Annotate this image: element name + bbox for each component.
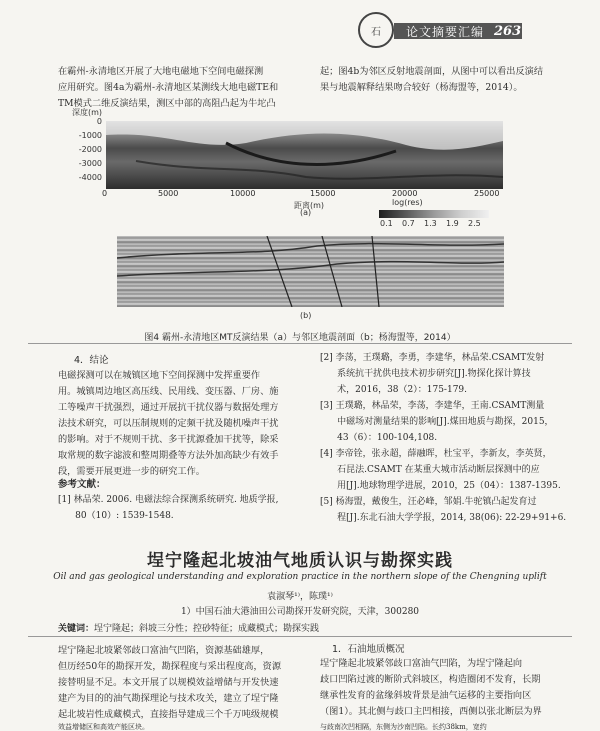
text-line: TM模式二维反演结果，测区中部的高阻凸起为牛坨凸 — [58, 98, 276, 109]
colorbar — [379, 210, 489, 218]
figure-caption: 图4 霸州-永清地区MT反演结果（a）与邻区地震剖面（b；杨海盟等，2014） — [144, 333, 456, 343]
xtick: 20000 — [392, 189, 418, 198]
text-line: 但历经50年的勘探开发，勘探程度与采出程度高，资源 — [58, 661, 282, 672]
figure-a-ylabel: 深度(m) — [72, 108, 103, 117]
xtick: 10000 — [230, 189, 256, 198]
figure-a-xlabel: 距离(m) — [294, 201, 325, 210]
reference-line: [2] 李荡，王璞璐，李勇，李建华，林品荣.CSAMT发射 — [320, 353, 545, 363]
text-line: 与歧南次凹相隔，东侧为沙南凹陷。长约38km，宽约 — [320, 723, 487, 731]
reference-line: [5] 杨海盟，戴俊生，汪必峰，邹娟.牛驼镇凸起发育过 — [320, 497, 537, 507]
text-line: 起；图4b为邻区反射地震剖面，从图中可以看出反演结 — [320, 66, 544, 77]
keywords-label: 关键词： — [58, 624, 95, 634]
article-authors: 袁淑琴¹⁾，陈璞¹⁾ — [267, 592, 333, 602]
text-line: 的影响。对于不规则干扰、多干扰源叠加干扰等，除采 — [58, 434, 279, 445]
colorbar-tick: 1.9 — [446, 219, 459, 228]
xtick: 25000 — [474, 189, 500, 198]
text-line: 建产为目的的油气勘探理论与技术攻关，建立了埕宁隆 — [58, 693, 279, 704]
reference-line: [3] 王璞璐，林品荣，李荡，李建华，王南.CSAMT测量 — [320, 401, 545, 411]
ytick: -2000 — [78, 145, 102, 154]
text-line: 接替明显不足。本文开展了以规模效益增储与开发快速 — [58, 677, 279, 688]
xtick: 0 — [102, 189, 108, 198]
article-body-right — [320, 641, 572, 720]
reference-line: 石昆法.CSAMT 在某重大城市活动断层探测中的应 — [320, 465, 540, 475]
reference-line: [1] 林品荣. 2006. 电磁法综合探测系统研究. 地质学报, — [58, 495, 279, 505]
colorbar-ticks — [380, 219, 500, 229]
article-title: 埕宁隆起北坡油气地质认识与勘探实践 — [147, 551, 453, 571]
article-subtitle: Oil and gas geological understanding and exploration practice in the northern slope of the Chengning uplift — [53, 572, 547, 582]
divider — [28, 636, 572, 637]
text-line: 效益增储区和高效产能区块。 — [58, 723, 149, 731]
ytick: 0 — [96, 117, 102, 126]
colorbar-label: log(res) — [392, 198, 423, 207]
keywords-text: 埕宁隆起；斜坡三分性；控砂特征；成藏模式；勘探实践 — [94, 624, 320, 634]
fault-lines — [117, 236, 504, 307]
text-line: （图1）。其北侧与歧口主凹相接，西侧以张北断层为界 — [320, 706, 542, 717]
reference-line: 43（6）：100-104,108. — [320, 433, 438, 443]
text-line: 起北坡岩性成藏模式，直接指导建成三个千万吨级规模 — [58, 709, 279, 720]
text-line: 电磁探测可以在城镇区地下空间探测中发挥重要作 — [58, 370, 261, 381]
text-line: 埕宁隆起北坡紧邻歧口富油气凹陷，为埕宁隆起向 — [320, 658, 523, 669]
mt-inversion-section-image — [106, 121, 503, 189]
ytick: -1000 — [78, 131, 102, 140]
intro-right-paragraph — [320, 64, 572, 96]
high-resistivity-uplift-shape — [106, 121, 503, 189]
text-line: 用。城镇周边地区高压线、民用线、变压器、厂房、施 — [58, 386, 279, 397]
xtick: 15000 — [310, 189, 336, 198]
text-line: 在霸州-永清地区开展了大地电磁地下空间电磁探测 — [58, 66, 264, 77]
colorbar-tick: 0.7 — [402, 219, 415, 228]
conclusion-heading: 4．结论 — [74, 355, 109, 366]
text-line: 继承性发育的盆缘斜坡背景是油气运移的主要指向区 — [320, 690, 532, 701]
reference-line: 系统抗干扰供电技术初步研究[J].物探化探计算技 — [320, 369, 531, 379]
text-line: 埕宁隆起北坡紧邻歧口富油气凹陷，资源基础雄厚， — [58, 645, 270, 656]
reference-line: 术，2016，38（2）：175-179. — [320, 385, 468, 395]
figure-b-label: (b) — [300, 311, 312, 320]
reference-line: 中磁场对测量结果的影响[J].煤田地质与勘探，2015， — [320, 417, 554, 427]
reference-line: [4] 李帝铨，张永超，薛融晖，杜宝平，李新友，李英贤， — [320, 449, 552, 459]
colorbar-tick: 0.1 — [380, 219, 393, 228]
figure-a-label: (a) — [300, 208, 312, 217]
keywords — [58, 621, 319, 634]
divider — [28, 343, 572, 344]
seismic-section-image — [117, 236, 504, 307]
text-line: 工等噪声干扰强烈，通过开展抗干扰仪器与数据处理方 — [58, 402, 279, 413]
references-right — [320, 350, 582, 526]
colorbar-tick: 2.5 — [468, 219, 481, 228]
journal-logo — [358, 12, 394, 48]
article-body-right-tail — [320, 723, 572, 731]
article-affiliation: 1）中国石油大港油田公司勘探开发研究院，天津，300280 — [180, 607, 420, 617]
header-section-title: 论文摘要汇编 — [406, 24, 485, 39]
reference-line: 程[J].东北石油大学学报，2014, 38(06): 22-29+91+6. — [320, 513, 567, 523]
text-line: 段，需要开展更进一步的研究工作。 — [58, 466, 205, 477]
text-line: 取常规的数字滤波和整周期叠等方法外加高缺少有效手 — [58, 450, 279, 461]
text-line: 法技术研究，可以压制规则的定频干扰及随机噪声干扰 — [58, 418, 279, 429]
colorbar-tick: 1.3 — [424, 219, 437, 228]
text-line: 歧口凹陷过渡的断阶式斜坡区，构造圈闭不发育，长期 — [320, 674, 541, 685]
ytick: -4000 — [78, 173, 102, 182]
text-line: 应用研究。图4a为霸州-永清地区某测线大地电磁TE和 — [58, 82, 279, 93]
ytick: -3000 — [78, 159, 102, 168]
reference-line: 用[J].地球物理学进展，2010，25（04）：1387-1395. — [320, 481, 561, 491]
page-number: 263 — [494, 24, 522, 39]
article-body-left — [58, 643, 310, 723]
references-heading: 参考文献： — [58, 479, 106, 490]
conclusion-section — [58, 352, 310, 480]
article-body-left-tail — [58, 723, 310, 731]
intro-left-paragraph — [58, 64, 310, 112]
logo-text: 石 — [371, 26, 381, 38]
reference-line: 80（10）: 1539-1548. — [58, 511, 174, 521]
references-left — [58, 476, 310, 524]
xtick: 5000 — [158, 189, 179, 198]
text-line: 果与地震解释结果吻合较好（杨海盟等，2014）。 — [320, 82, 523, 93]
section-heading: 1．石油地质概况 — [332, 644, 405, 655]
